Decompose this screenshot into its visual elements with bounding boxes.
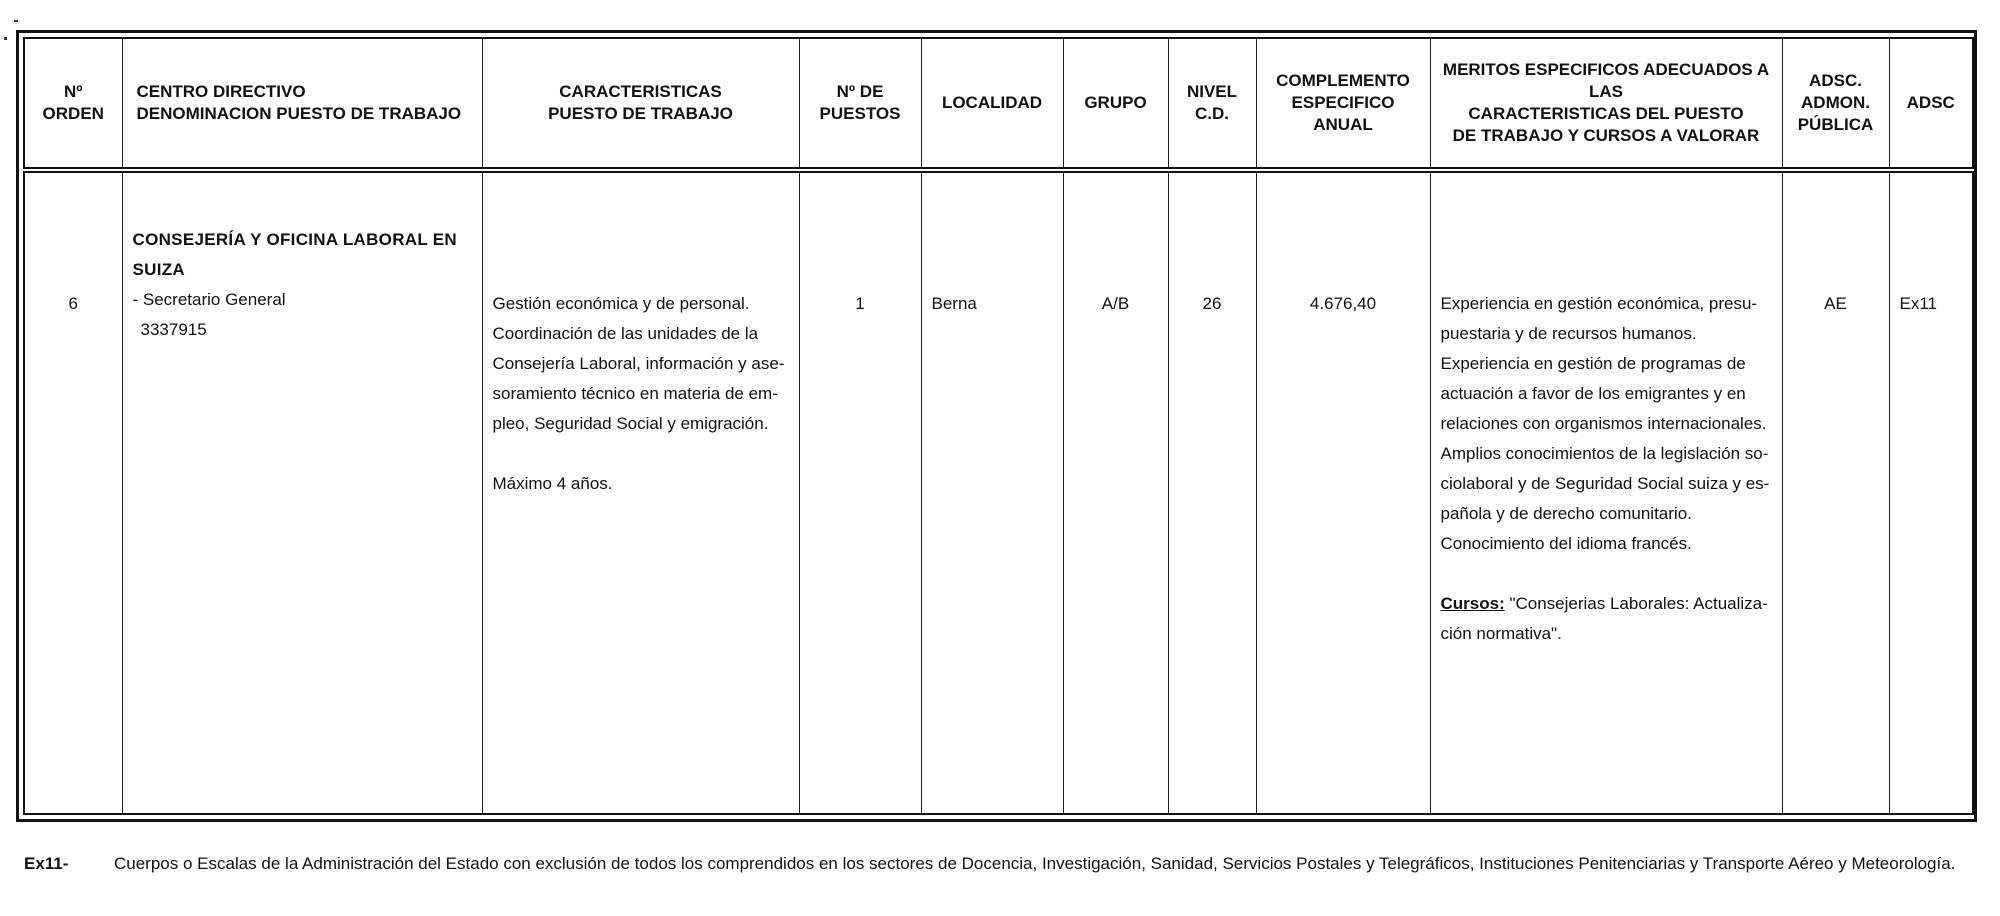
cell-caracteristicas: Gestión económica y de personal. Coordinación de las unidades de la Consejería Laboral, información y ase- soramiento técnico en materia de em- pleo, Seguridad Social y emigración. Máximo 4 años.: [482, 170, 799, 814]
cell-centro: [122, 170, 482, 814]
header-adsc: ADSC: [1889, 38, 1973, 170]
cell-nivel: 26: [1168, 170, 1256, 814]
centro-title: CONSEJERÍA Y OFICINA LABORAL EN SUIZA: [132, 230, 457, 279]
header-adsc-admon: ADSC. ADMON. PÚBLICA: [1782, 38, 1889, 170]
cell-grupo: A/B: [1063, 170, 1168, 814]
header-orden: Nº ORDEN: [24, 38, 122, 170]
header-complemento: COMPLEMENTO ESPECIFICO ANUAL: [1256, 38, 1430, 170]
footnote-text: Cuerpos o Escalas de la Administración del Estado con exclusión de todos los comprendidos en los sectores de Docencia, Investigación, Sanidad, Servicios Postales y Telegráficos, Instituciones Penitenciarias y Transporte Aéreo y Meteorología.: [114, 854, 1956, 873]
job-table-frame: [16, 30, 1977, 822]
header-localidad: LOCALIDAD: [921, 38, 1063, 170]
header-caracteristicas: CARACTERISTICAS PUESTO DE TRABAJO: [482, 38, 799, 170]
scan-speck: [14, 20, 18, 22]
cursos-line: Cursos: "Consejerias Laborales: Actualiza-: [1440, 594, 1768, 613]
cursos-label: Cursos:: [1440, 594, 1505, 613]
cell-puestos: 1: [799, 170, 921, 814]
table-header-row: [24, 38, 1973, 170]
footnote: [24, 852, 1979, 876]
header-grupo: GRUPO: [1063, 38, 1168, 170]
puesto-codigo: 3337915: [140, 320, 207, 339]
header-centro: CENTRO DIRECTIVO DENOMINACION PUESTO DE TRABAJO: [122, 38, 482, 170]
header-nivel: NIVEL C.D.: [1168, 38, 1256, 170]
footnote-code: Ex11-: [24, 854, 69, 873]
header-meritos: MERITOS ESPECIFICOS ADECUADOS A LAS CARACTERISTICAS DEL PUESTO DE TRABAJO Y CURSOS A VALORAR: [1430, 38, 1782, 170]
cell-orden: 6: [24, 170, 122, 814]
header-puestos: Nº DE PUESTOS: [799, 38, 921, 170]
cell-localidad: Berna: [921, 170, 1063, 814]
table-row: [24, 170, 1973, 814]
puesto-denominacion: - Secretario General: [132, 290, 286, 309]
cell-meritos: Experiencia en gestión económica, presu- puestaria y de recursos humanos. Experiencia en gestión de programas de actuación a favor de los emigrantes y en relaciones con organismos internacionales. Amplios conocimientos de la legislación so- ciolaboral y de Seguridad Social suiza y es- pañola y de derecho comunitario. Conocimiento del idioma francés. Cursos: "Consejerias Laborales: Actualiza- ción normativa".: [1430, 170, 1782, 814]
cell-adsc: Ex11: [1889, 170, 1973, 814]
cell-adsc-admon: AE: [1782, 170, 1889, 814]
cell-complemento: 4.676,40: [1256, 170, 1430, 814]
scan-speck: [4, 37, 7, 40]
job-table: [23, 37, 1974, 815]
